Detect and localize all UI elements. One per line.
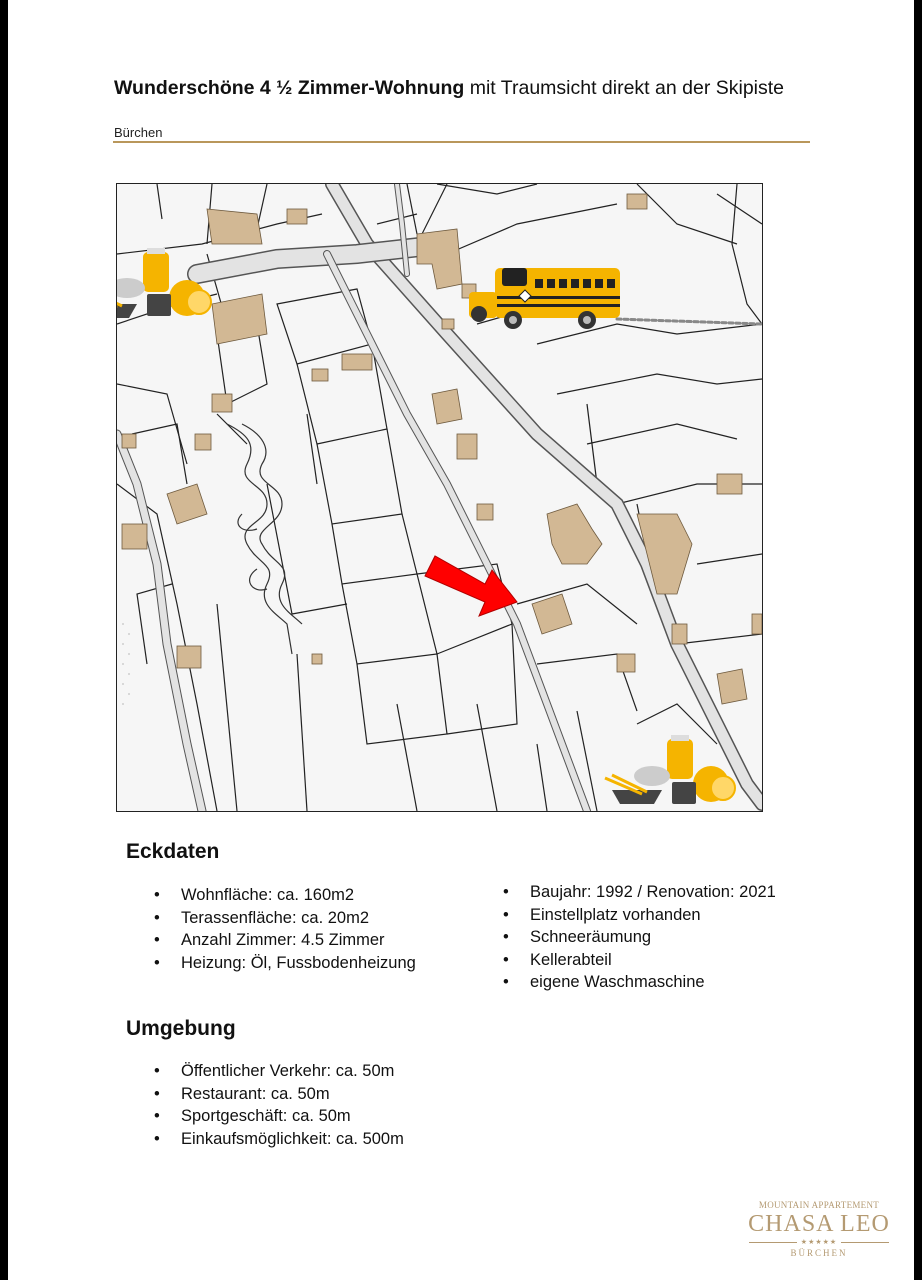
header-divider [113,141,810,143]
list-item: • Baujahr: 1992 / Renovation: 2021 [503,881,776,904]
document-page [8,0,914,1280]
list-item: • Restaurant: ca. 50m [154,1083,404,1106]
title-rest: mit Traumsicht direkt an der Skipiste [464,77,785,99]
list-item: • Wohnfläche: ca. 160m2 [154,884,416,907]
logo-place: BÜRCHEN [790,1248,848,1258]
title-bold: Wunderschöne 4 ½ Zimmer-Wohnung [114,77,465,99]
location-label: Bürchen [114,125,163,140]
list-item: • Heizung: Öl, Fussbodenheizung [154,952,416,975]
logo-stars-row [746,1238,892,1246]
list-item: • Öffentlicher Verkehr: ca. 50m [154,1060,404,1083]
list-item: • Einkaufsmöglichkeit: ca. 500m [154,1128,404,1151]
brand-logo [746,1200,892,1258]
eckdaten-heading: Eckdaten [126,840,220,863]
location-map [116,183,763,812]
list-item: • Schneeräumung [503,926,776,949]
logo-rule [841,1242,889,1243]
logo-name: CHASA LEO [748,1211,890,1237]
logo-rule [749,1242,797,1243]
logo-tagline: MOUNTAIN APPARTEMENT [758,1200,880,1210]
list-item: • eigene Waschmaschine [503,971,776,994]
logo-stars: ★★★★★ [800,1238,838,1246]
eckdaten-right-list [503,881,776,994]
list-item: • Kellerabteil [503,949,776,972]
page-title [114,76,814,100]
list-item: • Anzahl Zimmer: 4.5 Zimmer [154,929,416,952]
eckdaten-left-list [154,884,416,974]
umgebung-list [154,1060,404,1150]
list-item: • Sportgeschäft: ca. 50m [154,1105,404,1128]
list-item: • Terassenfläche: ca. 20m2 [154,907,416,930]
umgebung-heading: Umgebung [126,1017,236,1040]
list-item: • Einstellplatz vorhanden [503,904,776,927]
